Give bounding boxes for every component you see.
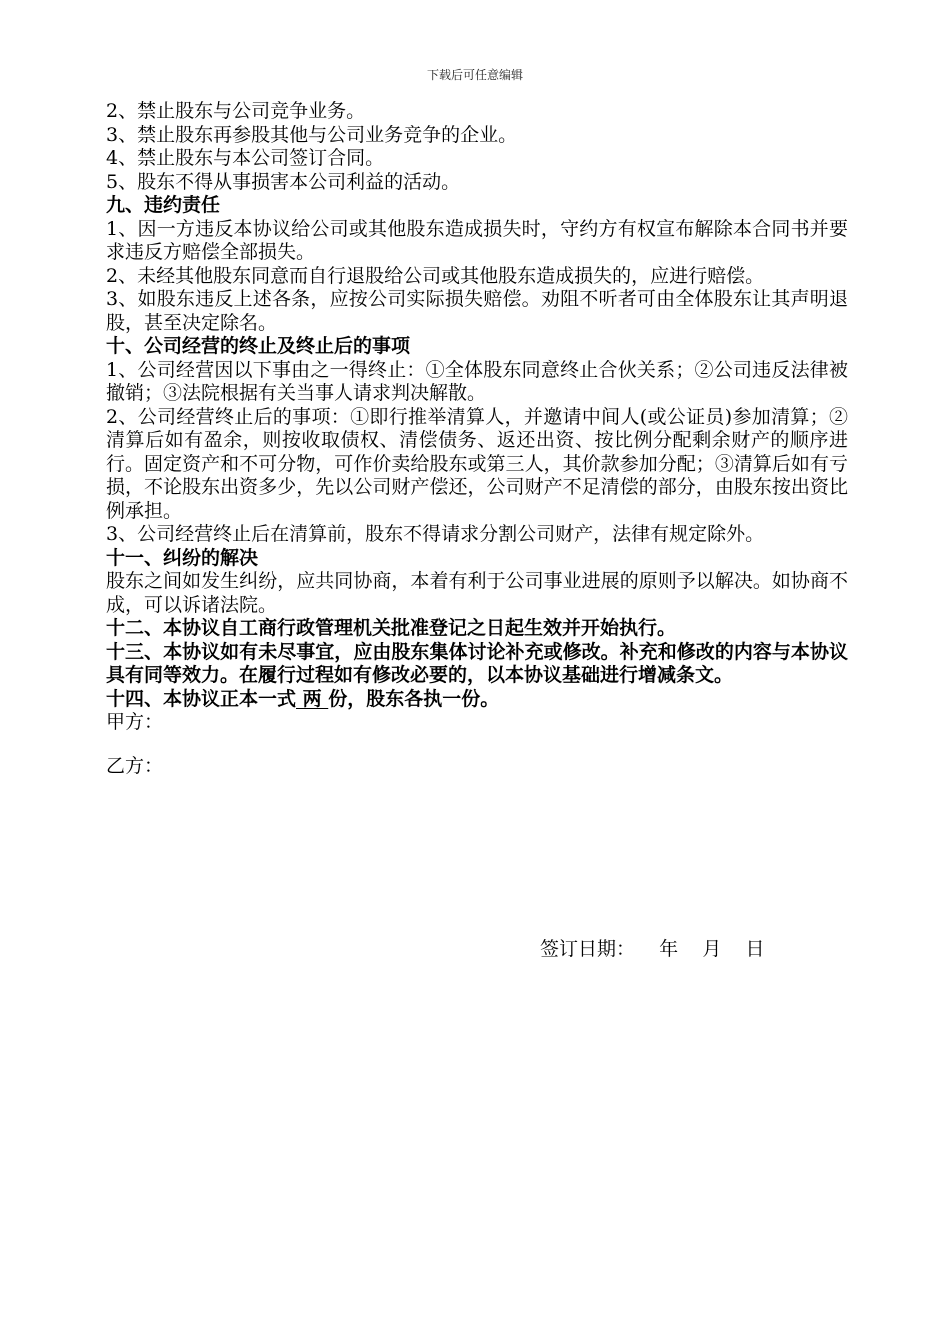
section-14-suffix: 份，股东各执一份。 [328,687,500,710]
section-12-text: 十二、本协议自工商行政管理机关批准登记之日起生效并开始执行。 [106,617,677,639]
clause-10-2: 2、公司经营终止后的事项：①即行推举清算人，并邀请中间人(或公证员)参加清算；②清算后如有盈余，则按收取债权、清偿债务、返还出资、按比例分配剩余财产的顺序进行。固定资产和不可分物，可作价卖给股东或第三人，其价款参加分配；③清算后如有亏损，不论股东出资多少，先以公司财产偿还，公司财产不足清偿的部分，由股东按出资比例承担。 [106,405,848,522]
clause-11-text: 股东之间如发生纠纷，应共同协商，本着有利于公司事业进展的原则予以解决。如协商不成，可以诉诸法院。 [106,570,848,616]
clause-9-2: 2、未经其他股东同意而自行退股给公司或其他股东造成损失的，应进行赔偿。 [106,264,765,287]
document-body [106,100,848,778]
copy-count: 两 [296,687,329,710]
clause-10-1: 1、公司经营因以下事由之一得终止：①全体股东同意终止合伙关系；②公司违反法律被撤销；③法院根据有关当事人请求判决解散。 [106,358,848,404]
clause-8-5: 5、股东不得从事损害本公司利益的活动。 [106,170,461,193]
clause-8-2: 2、禁止股东与公司竞争业务。 [106,100,366,122]
signing-date-line: 签订日期： 年 月 日 [540,938,765,960]
clause-8-4: 4、禁止股东与本公司签订合同。 [106,147,385,169]
section-heading-11: 十一、纠纷的解决 [106,546,259,569]
page-header: 下载后可任意编辑 [426,68,523,82]
section-13-text: 十三、本协议如有未尽事宜，应由股东集体讨论补充或修改。补充和修改的内容与本协议具有同等效力。在履行过程如有修改必要的，以本协议基础进行增减条文。 [106,640,848,686]
clause-8-3: 3、禁止股东再参股其他与公司业务竞争的企业。 [106,123,518,146]
party-a-label: 甲方： [106,711,164,733]
section-14-text [106,688,848,712]
section-heading-9: 九、违约责任 [106,194,221,216]
party-b-label: 乙方： [106,754,164,777]
clause-9-3: 3、如股东违反上述各条，应按公司实际损失赔偿。劝阻不听者可由全体股东让其声明退股，甚至决定除名。 [106,288,848,334]
signature-space [106,735,848,755]
section-14-prefix: 十四、本协议正本一式 [106,687,297,710]
clause-9-1: 1、因一方违反本协议给公司或其他股东造成损失时，守约方有权宣布解除本合同书并要求违反方赔偿全部损失。 [106,217,848,263]
clause-10-3: 3、公司经营终止后在清算前，股东不得请求分割公司财产，法律有规定除外。 [106,523,765,545]
section-heading-10: 十、公司经营的终止及终止后的事项 [106,335,411,357]
